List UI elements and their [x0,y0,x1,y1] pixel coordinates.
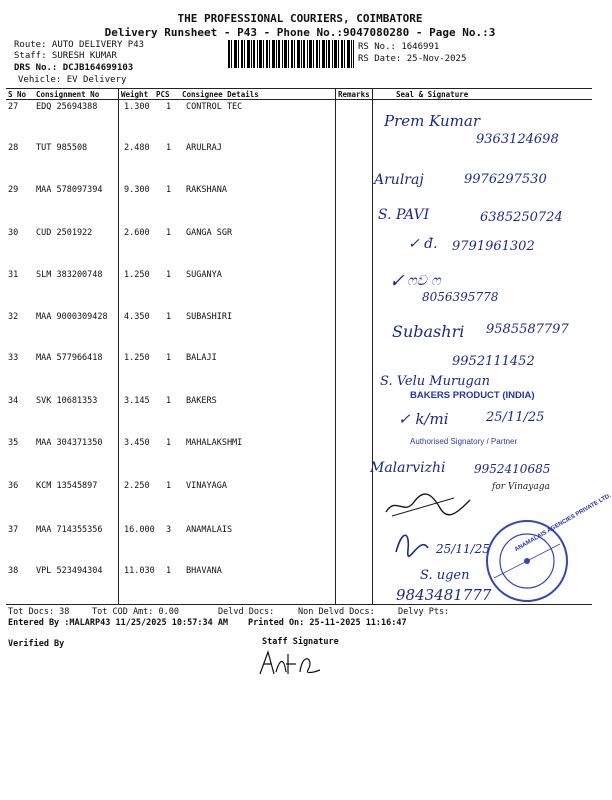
cell-sno: 31 [8,270,19,280]
cell-pcs: 1 [166,185,172,195]
cell-weight: 16.000 [124,525,155,535]
cell-consignment: TUT 985508 [36,143,88,153]
cell-sno: 30 [8,228,19,238]
handwritten-signature: ✓ k/mi [398,410,449,428]
cell-pcs: 3 [166,525,172,535]
bakers-stamp-company: BAKERS PRODUCT (INDIA) [410,390,535,401]
cell-sno: 33 [8,353,19,363]
handwritten-phone: 9585587797 [486,322,569,337]
delivery-points: Delvy Pts: [398,607,450,617]
handwritten-signature [384,490,474,520]
cell-pcs: 1 [166,312,172,322]
cell-weight: 2.480 [124,143,150,153]
cell-weight: 4.350 [124,312,150,322]
handwritten-name: S. Velu Murugan [380,374,490,389]
company-title: THE PROFESSIONAL COURIERS, COIMBATORE [177,12,423,25]
cell-consignment: KCM 13545897 [36,481,98,491]
drs-number: DRS No.: DCJB164699103 [14,63,134,73]
col-pcs: PCS [156,90,170,99]
cell-sno: 36 [8,481,19,491]
cell-consignee: BHAVANA [186,566,222,576]
cell-consignee: BALAJI [186,353,217,363]
cell-weight: 2.600 [124,228,150,238]
handwritten-name: Prem Kumar [384,112,481,130]
cell-consignee: MAHALAKSHMI [186,438,243,448]
cell-consignment: VPL 523494304 [36,566,103,576]
cell-sno: 35 [8,438,19,448]
handwritten-phone: 9843481777 [396,586,492,604]
table-row [6,270,592,311]
handwritten-phone: 9976297530 [464,172,547,187]
handwritten-note: for Vinayaga [492,482,550,492]
delivered-docs: Delvd Docs: [218,607,275,617]
cell-consignment: MAA 577966418 [36,353,103,363]
cell-pcs: 1 [166,102,172,112]
handwritten-name: Arulraj [374,172,424,188]
cell-consignee: SUGANYA [186,270,222,280]
cell-weight: 9.300 [124,185,150,195]
non-delivered-docs: Non Delvd Docs: [298,607,375,617]
cell-consignee: BAKERS [186,396,217,406]
cell-consignee: SUBASHIRI [186,312,233,322]
staff-label: Staff: SURESH KUMAR [14,51,117,61]
cell-consignment: MAA 578097394 [36,185,103,195]
header-rule [6,99,592,100]
cell-sno: 37 [8,525,19,535]
handwritten-date: 25/11/25 [486,410,545,425]
cell-pcs: 1 [166,270,172,280]
cell-consignee: GANGA SGR [186,228,233,238]
round-stamp-text: ANAMALAIS AGENCIES PRIVATE LTD. [513,492,612,554]
handwritten-phone: 8056395778 [422,290,499,304]
bakers-stamp-signatory: Authorised Signatory / Partner [410,437,518,446]
cell-weight: 1.250 [124,353,150,363]
barcode [228,40,354,68]
handwritten-mark: ✓ đ. [408,236,438,252]
cell-weight: 3.450 [124,438,150,448]
cell-consignee: CONTROL TEC [186,102,243,112]
verified-by: Verified By [8,639,65,649]
handwritten-phone: 6385250724 [480,210,563,225]
cell-sno: 29 [8,185,19,195]
cell-consignee: ANAMALAIS [186,525,233,535]
handwritten-phone: 9363124698 [476,132,559,147]
col-consignee: Consignee Details [182,90,259,99]
cell-consignment: CUD 2501922 [36,228,93,238]
staff-signature [256,648,326,678]
cell-consignment: MAA 714355356 [36,525,103,535]
cell-sno: 38 [8,566,19,576]
cell-consignment: MAA 9000309428 [36,312,108,322]
printed-on: Printed On: 25-11-2025 11:16:47 [248,618,407,628]
handwritten-phone: 9952111452 [452,354,535,369]
cell-weight: 11.030 [124,566,155,576]
vehicle-label: Vehicle: EV Delivery [18,75,127,85]
col-sno: S No [8,90,27,99]
entered-by: Entered By :MALARP43 11/25/2025 10:57:34 AM [8,618,229,628]
runsheet-title: Delivery Runsheet - P43 - Phone No.:9047080280 - Page No.:3 [104,26,496,39]
total-docs: Tot Docs: 38 [8,607,70,617]
rs-date: RS Date: 25-Nov-2025 [358,54,467,64]
cell-consignee: RAKSHANA [186,185,227,195]
handwritten-phone: 9952410685 [474,462,551,476]
handwritten-signature [392,528,432,556]
cell-consignment: SVK 10681353 [36,396,98,406]
cell-weight: 3.145 [124,396,150,406]
cell-weight: 1.250 [124,270,150,280]
cell-consignee: ARULRAJ [186,143,222,153]
cell-consignment: EDQ 25694388 [36,102,98,112]
staff-signature-label: Staff Signature [262,637,339,647]
handwritten-name: Malarvizhi [370,460,446,476]
cell-pcs: 1 [166,438,172,448]
cell-consignee: VINAYAGA [186,481,227,491]
round-company-stamp [484,518,570,604]
col-weight: Weight [121,90,149,99]
handwritten-phone: 9791961302 [452,239,535,254]
cell-weight: 2.250 [124,481,150,491]
cell-consignment: MAA 304371350 [36,438,103,448]
handwritten-name: S. ugen [420,568,470,583]
handwritten-name: S. PAVI [378,207,430,223]
cell-pcs: 1 [166,566,172,576]
handwritten-signature: ✓ ෆව ෆ [392,273,441,289]
cell-pcs: 1 [166,481,172,491]
cell-pcs: 1 [166,228,172,238]
cell-consignment: SLM 383200748 [36,270,103,280]
total-cod: Tot COD Amt: 0.00 [92,607,179,617]
handwritten-name: Subashri [392,322,465,341]
cell-weight: 1.300 [124,102,150,112]
cell-sno: 27 [8,102,19,112]
cell-pcs: 1 [166,396,172,406]
col-consignment: Consignment No [36,90,100,99]
rs-number: RS No.: 1646991 [358,42,440,52]
cell-pcs: 1 [166,143,172,153]
col-remarks: Remarks [338,90,370,99]
col-seal: Seal & Signature [396,90,469,99]
cell-pcs: 1 [166,353,172,363]
cell-sno: 34 [8,396,19,406]
cell-sno: 28 [8,143,19,153]
handwritten-date: 25/11/25 [436,542,490,556]
route-label: Route: AUTO DELIVERY P43 [14,40,145,50]
cell-sno: 32 [8,312,19,322]
